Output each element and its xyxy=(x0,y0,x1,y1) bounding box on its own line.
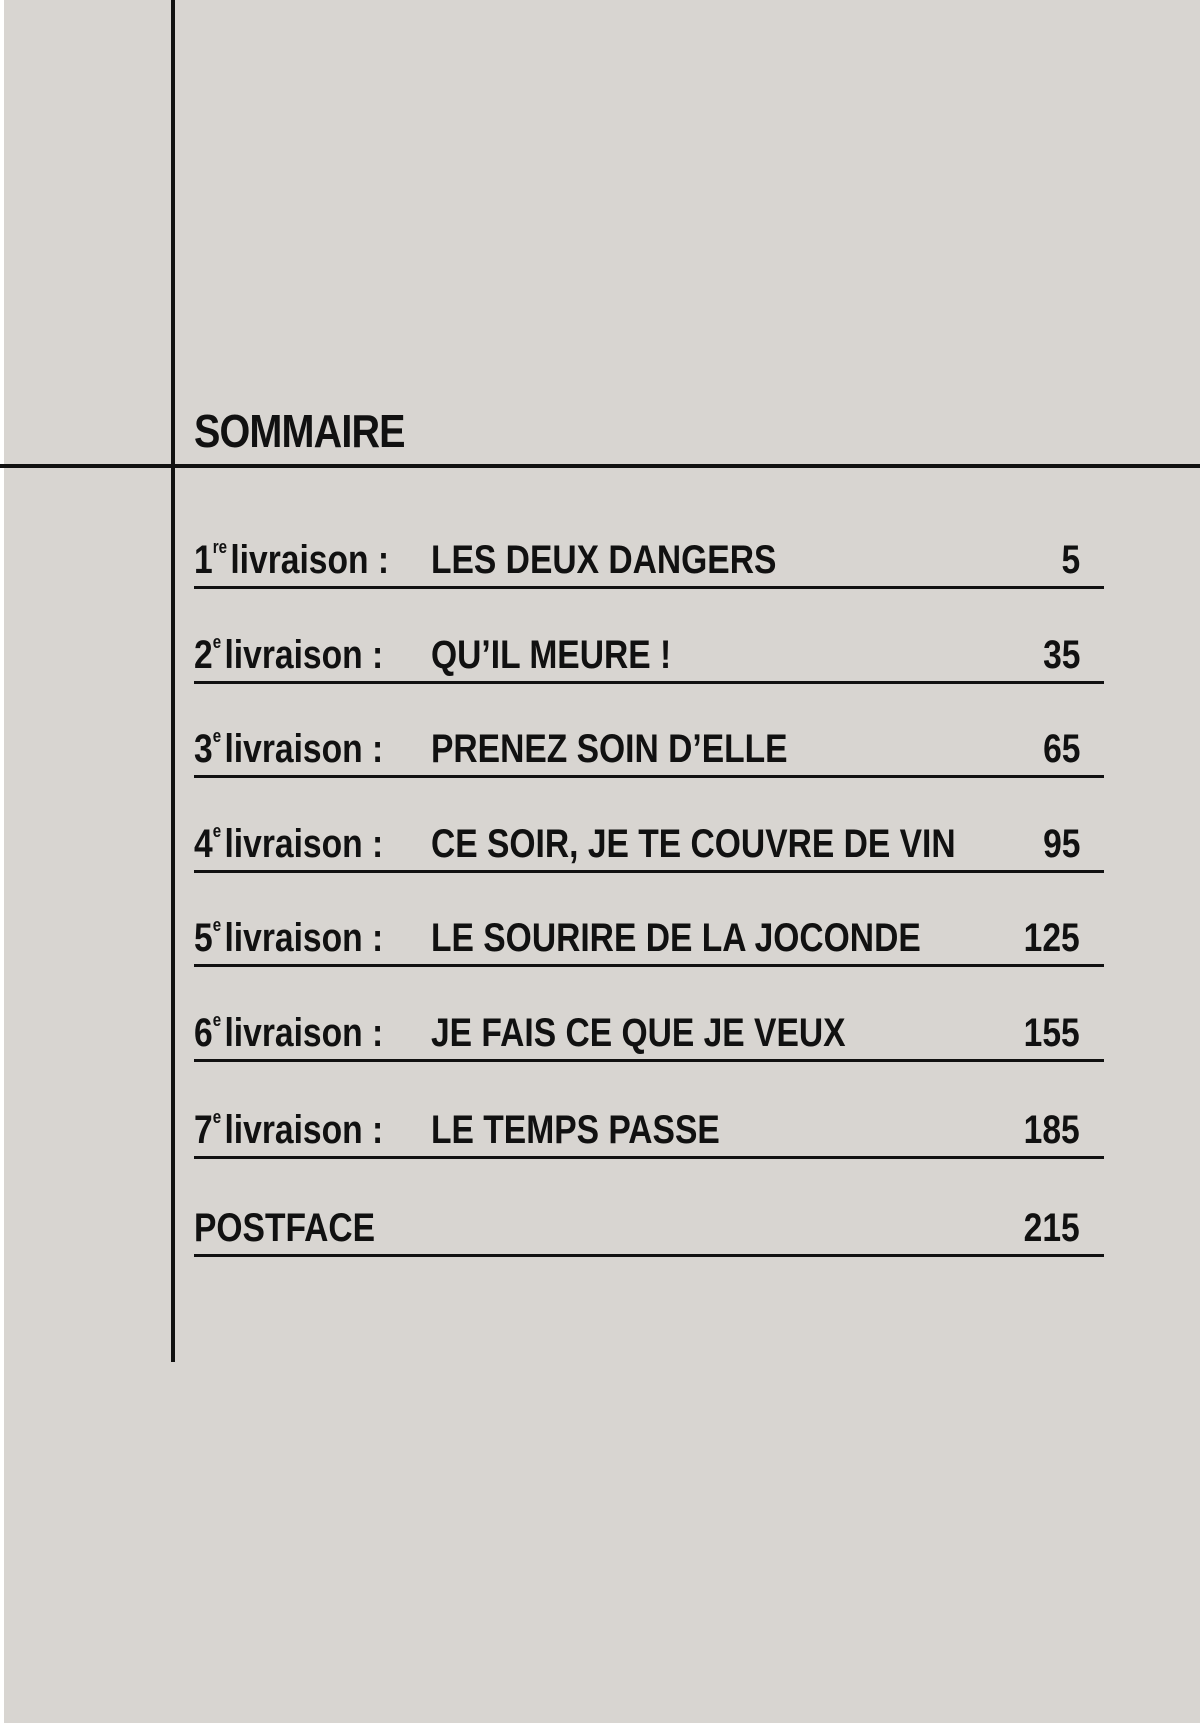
entry-page: 125 xyxy=(1023,916,1080,960)
entry-title: PRENEZ SOIN D’ELLE xyxy=(431,727,788,771)
toc-entry-3[interactable] xyxy=(194,684,1104,778)
entry-title: LE SOURIRE DE LA JOCONDE xyxy=(431,916,921,960)
toc-entry-1[interactable] xyxy=(194,495,1104,589)
entry-label: POSTFACE xyxy=(194,1206,376,1250)
toc-entry-5[interactable] xyxy=(194,873,1104,967)
entry-page: 65 xyxy=(1042,727,1080,771)
entry-label: 1relivraison : xyxy=(194,537,390,582)
entry-page: 5 xyxy=(1061,538,1080,582)
toc-entry-7[interactable] xyxy=(194,1065,1104,1159)
toc-entry-postface[interactable] xyxy=(194,1163,1104,1257)
entry-label: 6elivraison : xyxy=(194,1010,384,1055)
entry-label: 3elivraison : xyxy=(194,726,384,771)
toc-entry-2[interactable] xyxy=(194,590,1104,684)
entry-label: 2elivraison : xyxy=(194,632,384,677)
entry-title: LE TEMPS PASSE xyxy=(431,1108,720,1152)
page-edge xyxy=(0,0,4,1723)
entry-label: 7elivraison : xyxy=(194,1107,384,1152)
entry-page: 35 xyxy=(1042,633,1080,677)
toc-entry-6[interactable] xyxy=(194,968,1104,1062)
entry-label: 4elivraison : xyxy=(194,821,384,866)
entry-label: 5elivraison : xyxy=(194,915,384,960)
horizontal-rule xyxy=(0,464,1200,468)
vertical-rule xyxy=(171,0,175,1362)
entry-title: CE SOIR, JE TE COUVRE DE VIN xyxy=(431,822,956,866)
toc-entry-4[interactable] xyxy=(194,779,1104,873)
entry-page: 95 xyxy=(1042,822,1080,866)
entry-page: 215 xyxy=(1023,1206,1080,1250)
entry-title: JE FAIS CE QUE JE VEUX xyxy=(431,1011,846,1055)
page-title: SOMMAIRE xyxy=(194,405,405,457)
entry-page: 185 xyxy=(1023,1108,1080,1152)
entry-title: QU’IL MEURE ! xyxy=(431,633,672,677)
entry-page: 155 xyxy=(1023,1011,1080,1055)
entry-title: LES DEUX DANGERS xyxy=(431,538,777,582)
